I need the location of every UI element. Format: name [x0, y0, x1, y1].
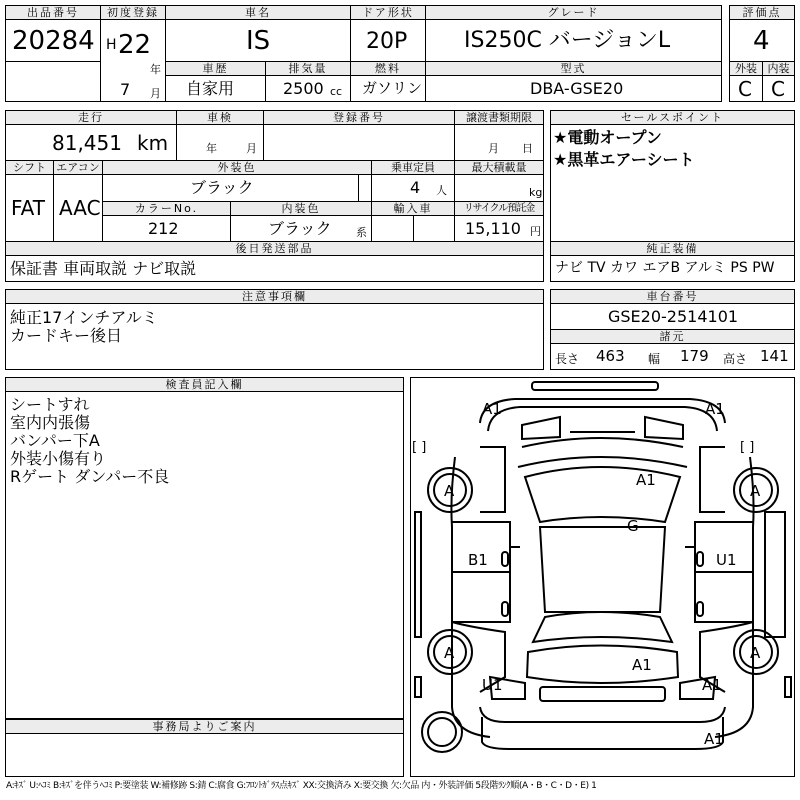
- shift: FAT: [11, 196, 46, 220]
- inspection-label: 車検: [176, 110, 264, 125]
- fuel-label: 燃料: [350, 61, 426, 76]
- score-label: 評価点: [729, 5, 795, 20]
- notes-label: 注意事項欄: [5, 289, 544, 304]
- era: H: [106, 37, 117, 53]
- bracket-right: [ ]: [740, 440, 755, 455]
- capacity-label: 乗車定員: [371, 160, 455, 175]
- max-load-unit: kg: [529, 186, 543, 199]
- office-label: 事務局よりご案内: [5, 719, 404, 734]
- inspector-lines: [10, 396, 169, 486]
- inspector-line: Rゲート ダンパー不良: [10, 467, 170, 486]
- specs-label: 諸元: [550, 329, 795, 344]
- inspector-line: 外装小傷有り: [10, 449, 107, 468]
- door-label: ドア形状: [350, 5, 426, 20]
- inspector-label: 検査員記入欄: [5, 377, 404, 392]
- mark-wheel-rr: A: [750, 644, 761, 662]
- shift-label: シフト: [5, 160, 54, 175]
- ext-color: ブラック: [190, 178, 254, 197]
- office-box: [5, 733, 404, 777]
- lot-number: 20284: [12, 26, 95, 56]
- registration-label: 登録番号: [263, 110, 455, 125]
- mark-front-right: A1: [705, 400, 725, 418]
- ac-label: エアコン: [53, 160, 103, 175]
- lot-label: 出品番号: [5, 5, 101, 20]
- car-diagram: [410, 377, 795, 777]
- width-label: 幅: [648, 352, 661, 366]
- mark-front-left: A1: [482, 400, 502, 418]
- max-load-label: 最大積載量: [454, 160, 544, 175]
- mark-roof: G: [627, 517, 639, 535]
- fuel: ガソリン: [362, 79, 423, 97]
- import-label: 輸入車: [371, 201, 455, 216]
- recycle-unit: 円: [530, 225, 541, 238]
- width: 179: [680, 347, 709, 365]
- chassis-label: 車台番号: [550, 289, 795, 304]
- length: 463: [596, 347, 625, 365]
- specs-box: [550, 343, 795, 370]
- recycle-label: リサイクル預託金: [454, 201, 544, 216]
- mileage-label: 走行: [5, 110, 177, 125]
- inspector-line: 室内内張傷: [10, 413, 91, 432]
- capacity: 4: [410, 178, 421, 197]
- mileage: 81,451: [52, 131, 122, 155]
- import-divider: [413, 215, 414, 242]
- ext-color-label: 外装色: [102, 160, 372, 175]
- mark-door-left: B1: [468, 551, 488, 569]
- sales-point-2: ★黒革エアーシート: [553, 150, 695, 169]
- int-color: ブラック: [268, 219, 332, 238]
- legend: A:ｷｽﾞ U:ﾍｺﾐ B:ｷｽﾞを伴うﾍｺﾐ P:要塗装 W:補修跡 S:錆 C:腐食 G:ﾌﾛﾝﾄｶﾞﾗｽ点ｷｽﾞ XX:交換済み X:要交換 欠:欠品 内・外装評価 5段階ﾗﾝｸ順(A・B・C・D・E) 1: [6, 781, 597, 791]
- inspector-line: シートすれ: [10, 395, 90, 414]
- lot-lower-box: [5, 61, 101, 102]
- notes-lines: [10, 309, 158, 345]
- reg-year: 22: [118, 30, 152, 60]
- length-label: 長さ: [555, 352, 580, 366]
- inspector-line: バンパー下A: [10, 431, 100, 450]
- grade: IS250C バージョンL: [464, 28, 671, 53]
- grade-label: グレード: [425, 5, 722, 20]
- car-name: IS: [246, 26, 271, 56]
- displacement-unit: cc: [330, 85, 343, 98]
- equipment-text: ナビ TV カワ エアB アルミ PS PW: [555, 260, 775, 276]
- ac: AAC: [59, 196, 101, 220]
- first-reg-label: 初度登録: [100, 5, 166, 20]
- history-label: 車歴: [165, 61, 266, 76]
- height: 141: [760, 347, 789, 365]
- int-color-suffix: 系: [356, 226, 367, 239]
- capacity-unit: 人: [436, 184, 447, 197]
- note-line: カードキー後日: [10, 326, 123, 345]
- model-label: 型式: [425, 61, 722, 76]
- ext-color-divider: [358, 174, 372, 202]
- history: 自家用: [186, 79, 235, 98]
- door-type: 20P: [366, 29, 408, 54]
- height-label: 高さ: [723, 352, 748, 366]
- transfer-month-unit: 月: [488, 142, 499, 155]
- color-no-label: カラーNo.: [102, 201, 231, 216]
- ext-grade: C: [738, 77, 752, 101]
- sales-point-1: ★電動オープン: [553, 128, 662, 147]
- score: 4: [753, 26, 770, 56]
- displacement-label: 排気量: [265, 61, 351, 76]
- sales-label: セールスポイント: [550, 110, 795, 125]
- bracket-left: [ ]: [412, 440, 427, 455]
- int-color-label: 内装色: [230, 201, 372, 216]
- month-unit: 月: [150, 87, 161, 100]
- inspection-year-unit: 年: [206, 142, 217, 155]
- ext-grade-label: 外装: [729, 61, 763, 76]
- model: DBA-GSE20: [530, 79, 624, 98]
- parts-label: 後日発送部品: [5, 241, 544, 256]
- displacement: 2500: [283, 79, 324, 98]
- int-grade-label: 内装: [762, 61, 795, 76]
- car-name-label: 車名: [165, 5, 351, 20]
- note-line: 純正17インチアルミ: [10, 308, 158, 327]
- int-grade: C: [771, 77, 785, 101]
- recycle: 15,110: [465, 219, 521, 238]
- chassis-number: GSE20-2514101: [608, 307, 739, 326]
- mark-door-right: U1: [716, 551, 737, 569]
- mark-trunk: A1: [632, 656, 652, 674]
- mark-rear-right: A1: [702, 676, 722, 694]
- mark-hood: A1: [636, 471, 656, 489]
- transfer-label: 譲渡書類期限: [454, 110, 544, 125]
- registration-box: [263, 124, 455, 161]
- reg-month: 7: [120, 80, 131, 99]
- mileage-unit: km: [137, 131, 169, 155]
- mark-wheel-rl: A: [444, 644, 455, 662]
- color-no: 212: [148, 219, 179, 238]
- mark-wheel-fl: A: [444, 482, 455, 500]
- year-unit: 年: [150, 63, 161, 76]
- parts-text: 保証書 車両取説 ナビ取説: [10, 259, 197, 278]
- mark-wheel-fr: A: [750, 482, 761, 500]
- inspection-month-unit: 月: [246, 142, 257, 155]
- equipment-label: 純正装備: [550, 241, 795, 256]
- transfer-day-unit: 日: [522, 142, 533, 155]
- mark-rear-bumper: A1: [704, 730, 724, 748]
- mark-rear-left: U1: [482, 676, 503, 694]
